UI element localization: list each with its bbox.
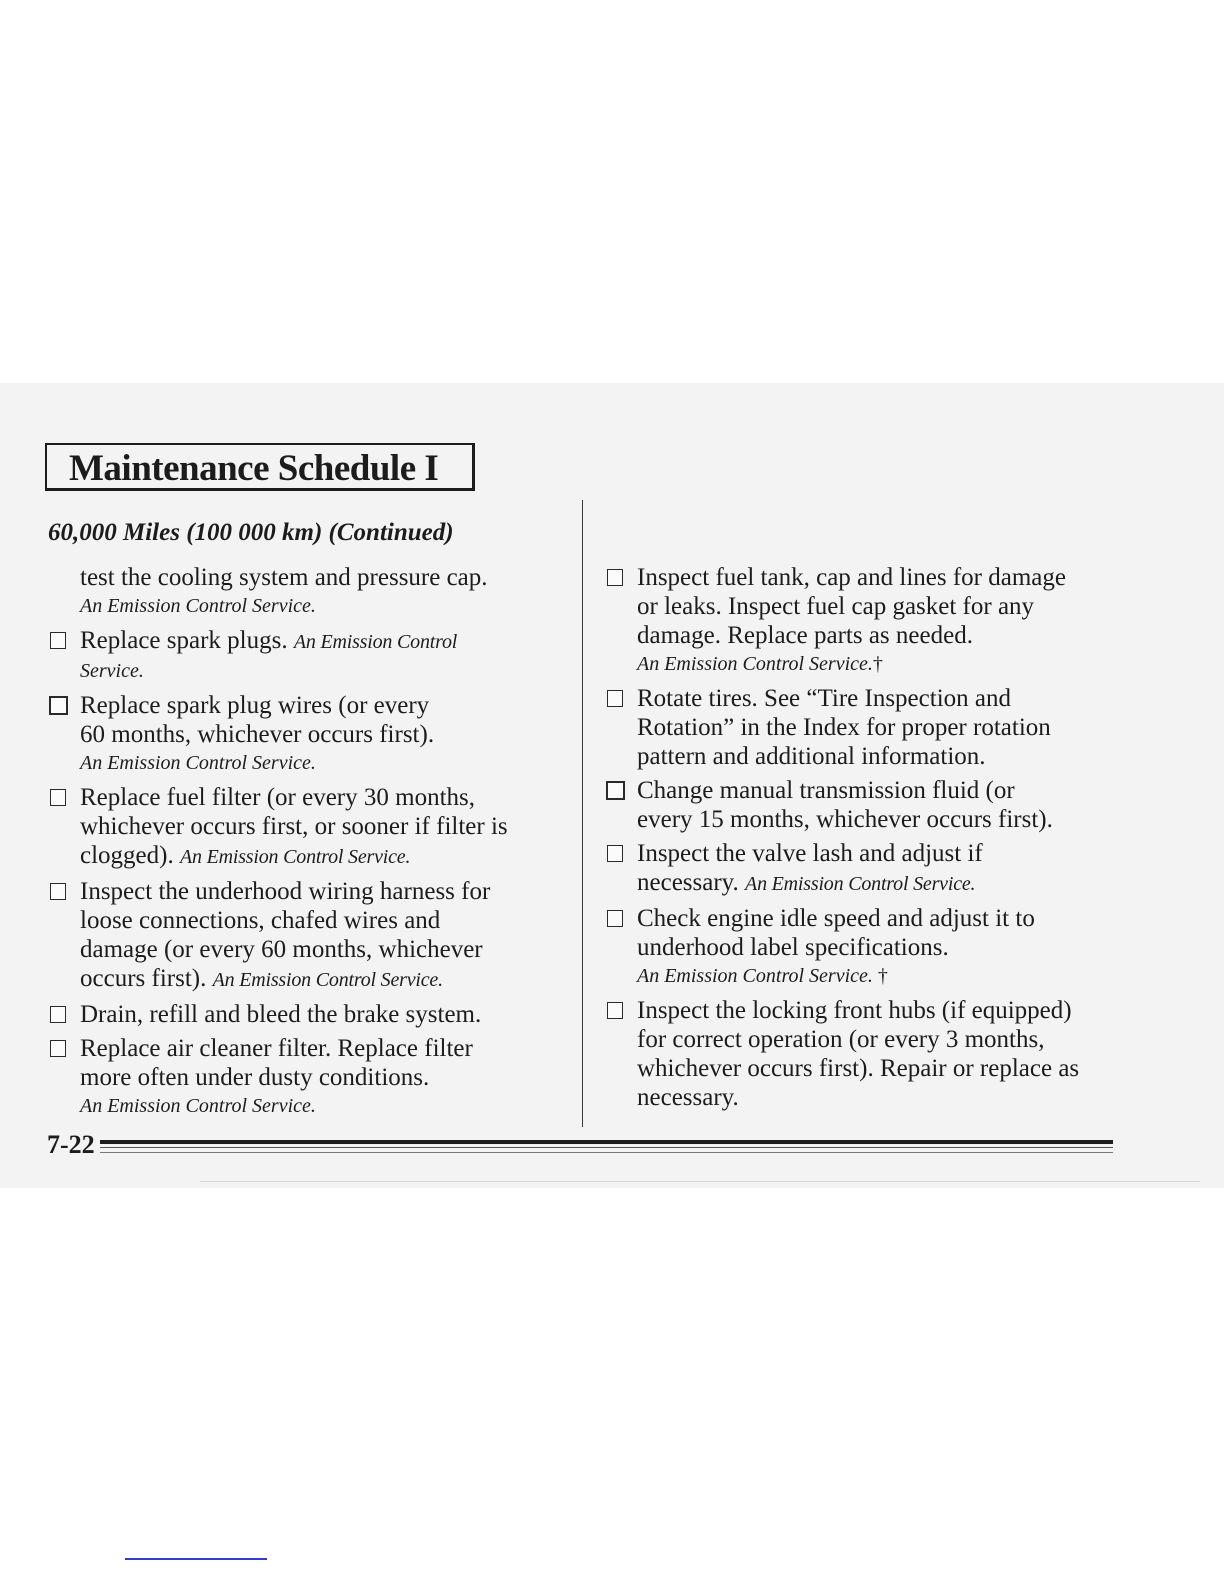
item-text: Replace spark plugs.: [80, 627, 288, 654]
checklist-item-spark-plugs: [48, 626, 568, 686]
checkbox[interactable]: [607, 569, 623, 586]
checklist-item-fuel-tank: [605, 563, 1165, 679]
emission-note: An Emission Control Service.: [637, 965, 873, 987]
item-text: Replace spark plug wires (or every: [80, 692, 430, 719]
item-text: Check engine idle speed and adjust it to: [637, 905, 1035, 932]
item-text: necessary.: [637, 1084, 739, 1111]
checklist-item-transmission-fluid: [605, 776, 1165, 834]
column-divider: [582, 500, 583, 1127]
item-text: Inspect the underhood wiring harness for: [80, 878, 491, 905]
checkbox[interactable]: [607, 690, 623, 707]
footer-rule-thin: [100, 1147, 1113, 1148]
item-text: Replace air cleaner filter. Replace filter: [80, 1035, 473, 1062]
left-column: [48, 563, 568, 1126]
page-edge-shadow: [200, 1181, 1200, 1182]
emission-note: An Emission Control Service.: [80, 1095, 316, 1117]
checklist-item-fuel-filter: [48, 783, 568, 872]
footer-rule: [100, 1140, 1113, 1144]
checkbox[interactable]: [607, 1002, 623, 1019]
continuation-text: test the cooling system and pressure cap.: [80, 564, 488, 591]
emission-note: An Emission Control Service.: [80, 752, 316, 774]
item-text: Replace fuel filter (or every 30 months,: [80, 784, 475, 811]
link-underline: [125, 1558, 267, 1560]
item-text: or leaks. Inspect fuel cap gasket for any: [637, 593, 1035, 620]
checklist-item-rotate-tires: [605, 684, 1165, 771]
item-text: more often under dusty conditions.: [80, 1064, 430, 1091]
item-text: Change manual transmission fluid (or: [637, 777, 1015, 804]
page-title: Maintenance Schedule I: [69, 448, 439, 489]
item-text: every 15 months, whichever occurs first).: [637, 806, 1053, 833]
section-title-box: [45, 443, 475, 491]
item-text: necessary.: [637, 869, 739, 896]
item-text: damage. Replace parts as needed.: [637, 622, 973, 649]
checklist-item-wiring-harness: [48, 877, 568, 995]
dagger-footnote-mark: †: [872, 653, 883, 675]
item-text: damage (or every 60 months, whichever: [80, 936, 483, 963]
emission-note: Service.: [80, 660, 144, 682]
checkbox[interactable]: [607, 845, 623, 862]
checklist-item-idle-speed: [605, 904, 1165, 991]
item-text: Drain, refill and bleed the brake system.: [80, 1001, 482, 1028]
continuation-item: [48, 563, 568, 621]
item-text: whichever occurs first, or sooner if filter is: [80, 813, 508, 840]
checklist-item-valve-lash: [605, 839, 1165, 899]
item-text: for correct operation (or every 3 months,: [637, 1026, 1045, 1053]
checkbox[interactable]: [50, 1040, 66, 1057]
item-text: Inspect the valve lash and adjust if: [637, 840, 983, 867]
item-text: Inspect the locking front hubs (if equipped): [637, 997, 1072, 1024]
footer-rule-thin: [100, 1152, 1113, 1153]
checkbox[interactable]: [50, 1006, 66, 1023]
item-text: whichever occurs first). Repair or replace as: [637, 1055, 1080, 1082]
dagger-footnote-mark: †: [877, 965, 888, 987]
item-text: 60 months, whichever occurs first).: [80, 721, 435, 748]
item-text: loose connections, chafed wires and: [80, 907, 441, 934]
emission-note: An Emission Control: [293, 631, 458, 653]
emission-note: An Emission Control Service.: [637, 653, 873, 675]
checklist-item-spark-plug-wires: [48, 691, 568, 778]
checkbox[interactable]: [49, 696, 68, 715]
checkbox[interactable]: [50, 632, 66, 649]
item-text: Rotation” in the Index for proper rotation: [637, 714, 1051, 741]
item-text: occurs first).: [80, 965, 207, 992]
checklist-item-locking-hubs: [605, 996, 1165, 1112]
item-text: underhood label specifications.: [637, 934, 949, 961]
item-text: clogged).: [80, 842, 174, 869]
emission-note: An Emission Control Service.: [179, 846, 411, 868]
item-text: Rotate tires. See “Tire Inspection and: [637, 685, 1011, 712]
item-text: Inspect fuel tank, cap and lines for damage: [637, 564, 1066, 591]
checklist-item-brake-system: [48, 1000, 568, 1029]
checkbox[interactable]: [50, 883, 66, 900]
page-number: 7-22: [47, 1130, 95, 1159]
section-subheading: 60,000 Miles (100 000 km) (Continued): [48, 519, 454, 546]
item-text: pattern and additional information.: [637, 743, 986, 770]
emission-note: An Emission Control Service.: [80, 595, 316, 617]
checkbox[interactable]: [50, 789, 66, 806]
emission-note: An Emission Control Service.: [745, 873, 976, 895]
checkbox[interactable]: [607, 910, 623, 927]
checklist-item-air-cleaner: [48, 1034, 568, 1121]
emission-note: An Emission Control Service.: [212, 969, 443, 991]
checkbox[interactable]: [606, 781, 625, 800]
right-column: [605, 563, 1165, 1117]
